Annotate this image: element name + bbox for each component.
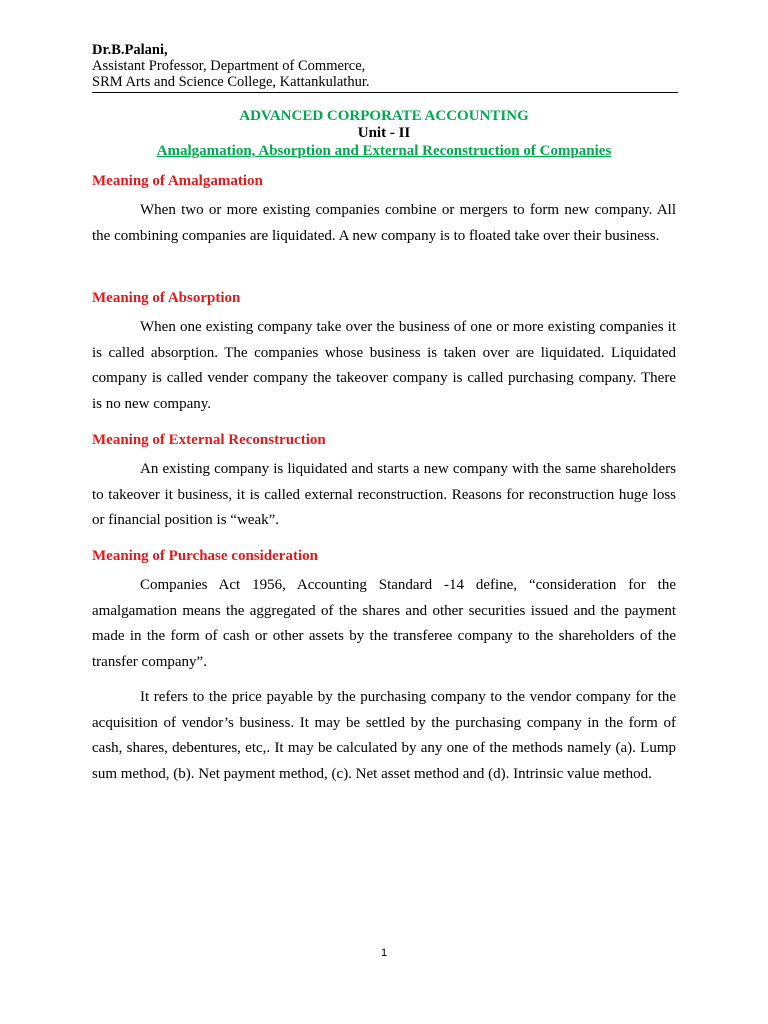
section-heading-external-reconstruction: Meaning of External Reconstruction [92,432,326,448]
section-paragraph-external-reconstruction: An existing company is liquidated and starts a new company with the same shareholders to takeover it business, it is called external reconstruction. Reasons for reconstruction huge loss or financial position is “weak”. [92,461,676,528]
page-number: 1 [380,947,388,959]
title-block [92,108,676,160]
author-header [92,42,369,90]
section-paragraph-amalgamation: When two or more existing companies combine or mergers to form new company. All the combining companies are liquidated. A new company is to floated take over their business. [92,202,676,244]
section-heading-absorption: Meaning of Absorption [92,290,241,306]
header-divider [92,92,678,93]
section-heading-purchase-consideration: Meaning of Purchase consideration [92,548,318,564]
author-name: Dr.B.Palani, [92,42,168,58]
section-heading-amalgamation: Meaning of Amalgamation [92,173,263,189]
course-title: ADVANCED CORPORATE ACCOUNTING [239,108,529,124]
unit-label: Unit - II [357,125,411,141]
author-designation: Assistant Professor, Department of Commerce, [92,58,366,74]
section-paragraph-purchase-consideration: Companies Act 1956, Accounting Standard -14 define, “consideration for the amalgamation means the aggregated of the shares and other securities issued and the payment made in the form of cash or other assets by the transferee company to the shareholders of the transfer company”. [92,577,676,670]
section-paragraph-purchase-price: It refers to the price payable by the purchasing company to the vendor company for the acquisition of vendor’s business. It may be settled by the purchasing company in the form of cash, shares, debentures, etc,. It may be calculated by any one of the methods namely (a). Lump sum method, (b). Net payment method, (c). Net asset method and (d). Intrinsic value method. [92,689,676,782]
document-subtitle: Amalgamation, Absorption and External Reconstruction of Companies [156,143,612,159]
author-institution: SRM Arts and Science College, Kattankulathur. [92,74,370,90]
section-paragraph-absorption: When one existing company take over the business of one or more existing companies it is called absorption. The companies whose business is taken over are liquidated. Liquidated company is called vender company the takeover company is called purchasing company. There is no new company. [92,319,676,412]
